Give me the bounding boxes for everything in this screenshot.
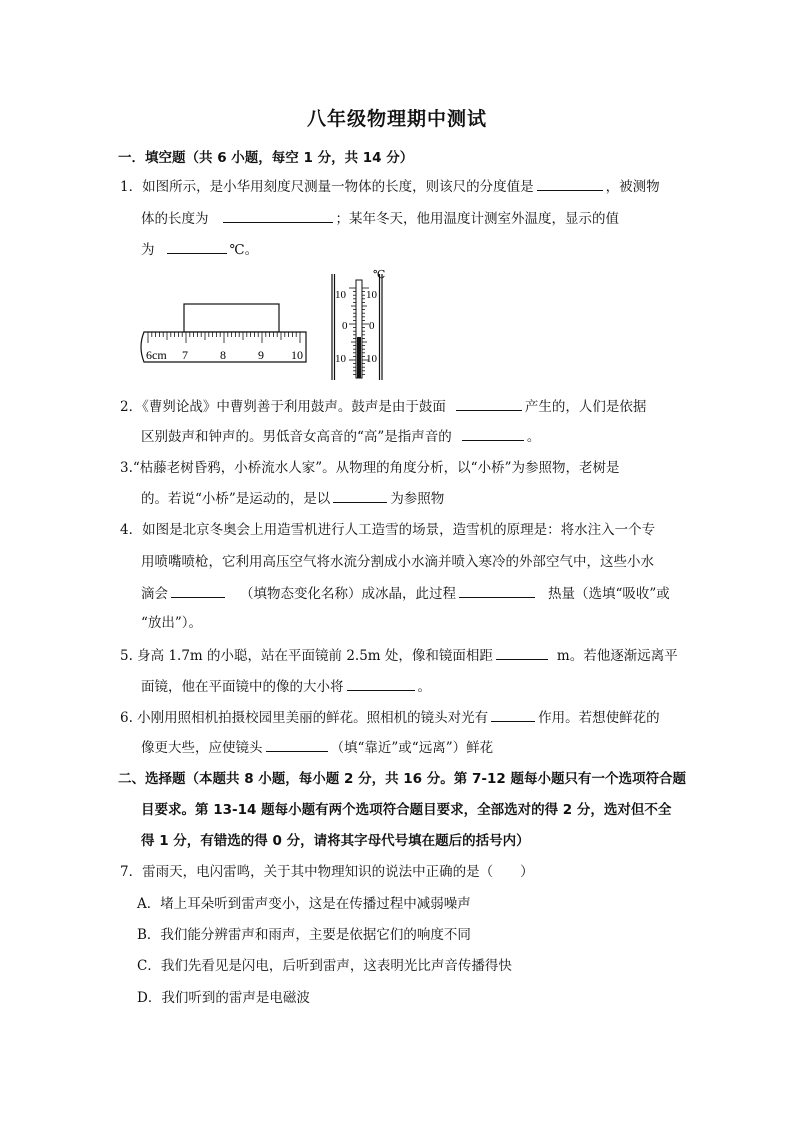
q6-blank-2[interactable] (266, 737, 328, 752)
q7-stem: 7．雷雨天，电闪雷鸣，关于其中物理知识的说法中正确的是（ ） (120, 864, 534, 880)
q2-text-1a: 2．《曹刿论战》中曹刿善于利用鼓声。鼓声是由于鼓面 (120, 399, 446, 415)
q4-blank-1[interactable] (171, 583, 225, 598)
q2-line1 (120, 396, 646, 417)
ruler-label-10: 10 (291, 348, 303, 362)
thermo-right-10-top: 10 (366, 289, 377, 301)
section2-heading-line2: 目要求。第 13-14 题每小题有两个选项符合题目要求，全部选对的得 2 分，选对但不全 (141, 802, 672, 818)
thermo-right-10-bottom: 10 (366, 353, 377, 365)
q1-blank-1[interactable] (537, 176, 603, 191)
q4-line3 (141, 583, 670, 604)
q2-text-2a: 区别鼓声和钟声的。男低音女高音的“高”是指声音的 (141, 429, 452, 445)
q7-option-c[interactable]: C．我们先看见是闪电，后听到雷声，这表明光比声音传播得快 (137, 958, 512, 974)
q1-text-1b: ，被测物 (605, 179, 660, 195)
q7-option-a[interactable]: A．堵上耳朵听到雷声变小，这是在传播过程中减弱噪声 (137, 896, 471, 912)
q3-line1: 3.“枯藤老树昏鸦，小桥流水人家”。从物理的角度分析，以“小桥”为参照物，老树是 (120, 460, 620, 476)
ruler-label-7: 7 (182, 348, 188, 362)
thermo-left-10-top: 10 (335, 289, 346, 301)
q2-blank-1[interactable] (456, 396, 522, 411)
q6-blank-1[interactable] (491, 707, 535, 722)
q4-line2: 用喷嘴喷枪，它利用高压空气将水流分割成小水滴并喷入寒冷的外部空气中，这些小水 (141, 554, 654, 570)
q1-line3 (141, 239, 258, 260)
q4-text-3b: （填物态变化名称）成冰晶，此过程 (240, 586, 456, 602)
q4-text-3c: 热量（选填“吸收”或 (548, 586, 670, 602)
q3-text-2b: 为参照物 (390, 491, 445, 507)
q5-blank-2[interactable] (347, 676, 415, 691)
thermo-unit: ℃ (373, 269, 386, 281)
thermo-left-0: 0 (342, 320, 348, 332)
q4-text-3a: 滴会 (141, 586, 168, 602)
q1-text-3a: 为 (141, 242, 155, 258)
q2-text-2b: 。 (526, 429, 541, 445)
thermo-liquid (357, 337, 361, 378)
q6-text-1b: 作用。若想使鲜花的 (538, 710, 660, 726)
q1-blank-3[interactable] (167, 239, 227, 254)
ruler-label-9: 9 (258, 348, 264, 362)
page-title: 八年级物理期中测试 (306, 108, 487, 130)
q6-text-2a: 像更大些，应使镜头 (141, 740, 263, 756)
q3-line2 (141, 488, 444, 509)
q1-figure (136, 266, 386, 384)
q3-blank-1[interactable] (333, 488, 387, 503)
q5-text-2a: 面镜，他在平面镜中的像的大小将 (141, 679, 344, 695)
q3-text-2a: 的。若说“小桥”是运动的，是以 (141, 491, 331, 507)
q6-text-1a: 6. 小刚用照相机拍摄校园里美丽的鲜花。照相机的镜头对光有 (120, 710, 489, 726)
q2-blank-2[interactable] (462, 426, 524, 441)
q6-line2 (141, 737, 493, 758)
q5-blank-1[interactable] (496, 645, 548, 660)
q7-option-b[interactable]: B．我们能分辨雷声和雨声，主要是依据它们的响度不同 (137, 927, 471, 943)
q2-line2 (141, 426, 540, 447)
measured-object (184, 304, 279, 332)
q1-text-2b: ；某年冬天，他用温度计测室外温度，显示的值 (335, 211, 619, 227)
q6-line1 (120, 707, 660, 728)
q5-text-1b: m。若他逐渐远离平 (556, 648, 678, 664)
q4-line1: 4．如图是北京冬奥会上用造雪机进行人工造雪的场景，造雪机的原理是：将水注入一个专 (120, 522, 656, 538)
q2-text-1b: 产生的，人们是依据 (524, 399, 647, 415)
ruler-label-8: 8 (220, 348, 226, 362)
section2-heading-line3: 得 1 分，有错选的得 0 分，请将其字母代号填在题后的括号内） (141, 833, 530, 849)
q6-text-2b: （填“靠近”或“远离”）鲜花 (330, 740, 494, 756)
q1-line1 (120, 176, 660, 197)
q5-text-2b: 。 (417, 679, 431, 695)
q5-line2 (141, 676, 431, 697)
ruler-label-6cm: 6cm (146, 348, 167, 362)
thermo-left-10-bottom: 10 (335, 353, 346, 365)
q5-line1 (120, 645, 678, 666)
q4-blank-2[interactable] (459, 583, 535, 598)
q1-text-3b: ℃。 (229, 242, 259, 258)
section1-heading: 一．填空题（共 6 小题，每空 1 分，共 14 分） (118, 150, 414, 166)
q1-text-1a: 1．如图所示，是小华用刻度尺测量一物体的长度，则该尺的分度值是 (120, 179, 534, 195)
q5-text-1a: 5. 身高 1.7m 的小聪，站在平面镜前 2.5m 处，像和镜面相距 (120, 648, 493, 664)
thermo-right-0: 0 (369, 320, 375, 332)
section2-heading-line1: 二、选择题（本题共 8 小题，每小题 2 分，共 16 分。第 7-12 题每小题只有一个选项符合题 (118, 771, 686, 787)
q1-text-2a: 体的长度为 (141, 211, 209, 227)
q4-line4: “放出”）。 (141, 615, 203, 631)
q1-blank-2[interactable] (223, 208, 333, 223)
q1-line2 (141, 208, 619, 229)
q7-option-d[interactable]: D．我们听到的雷声是电磁波 (137, 990, 310, 1006)
